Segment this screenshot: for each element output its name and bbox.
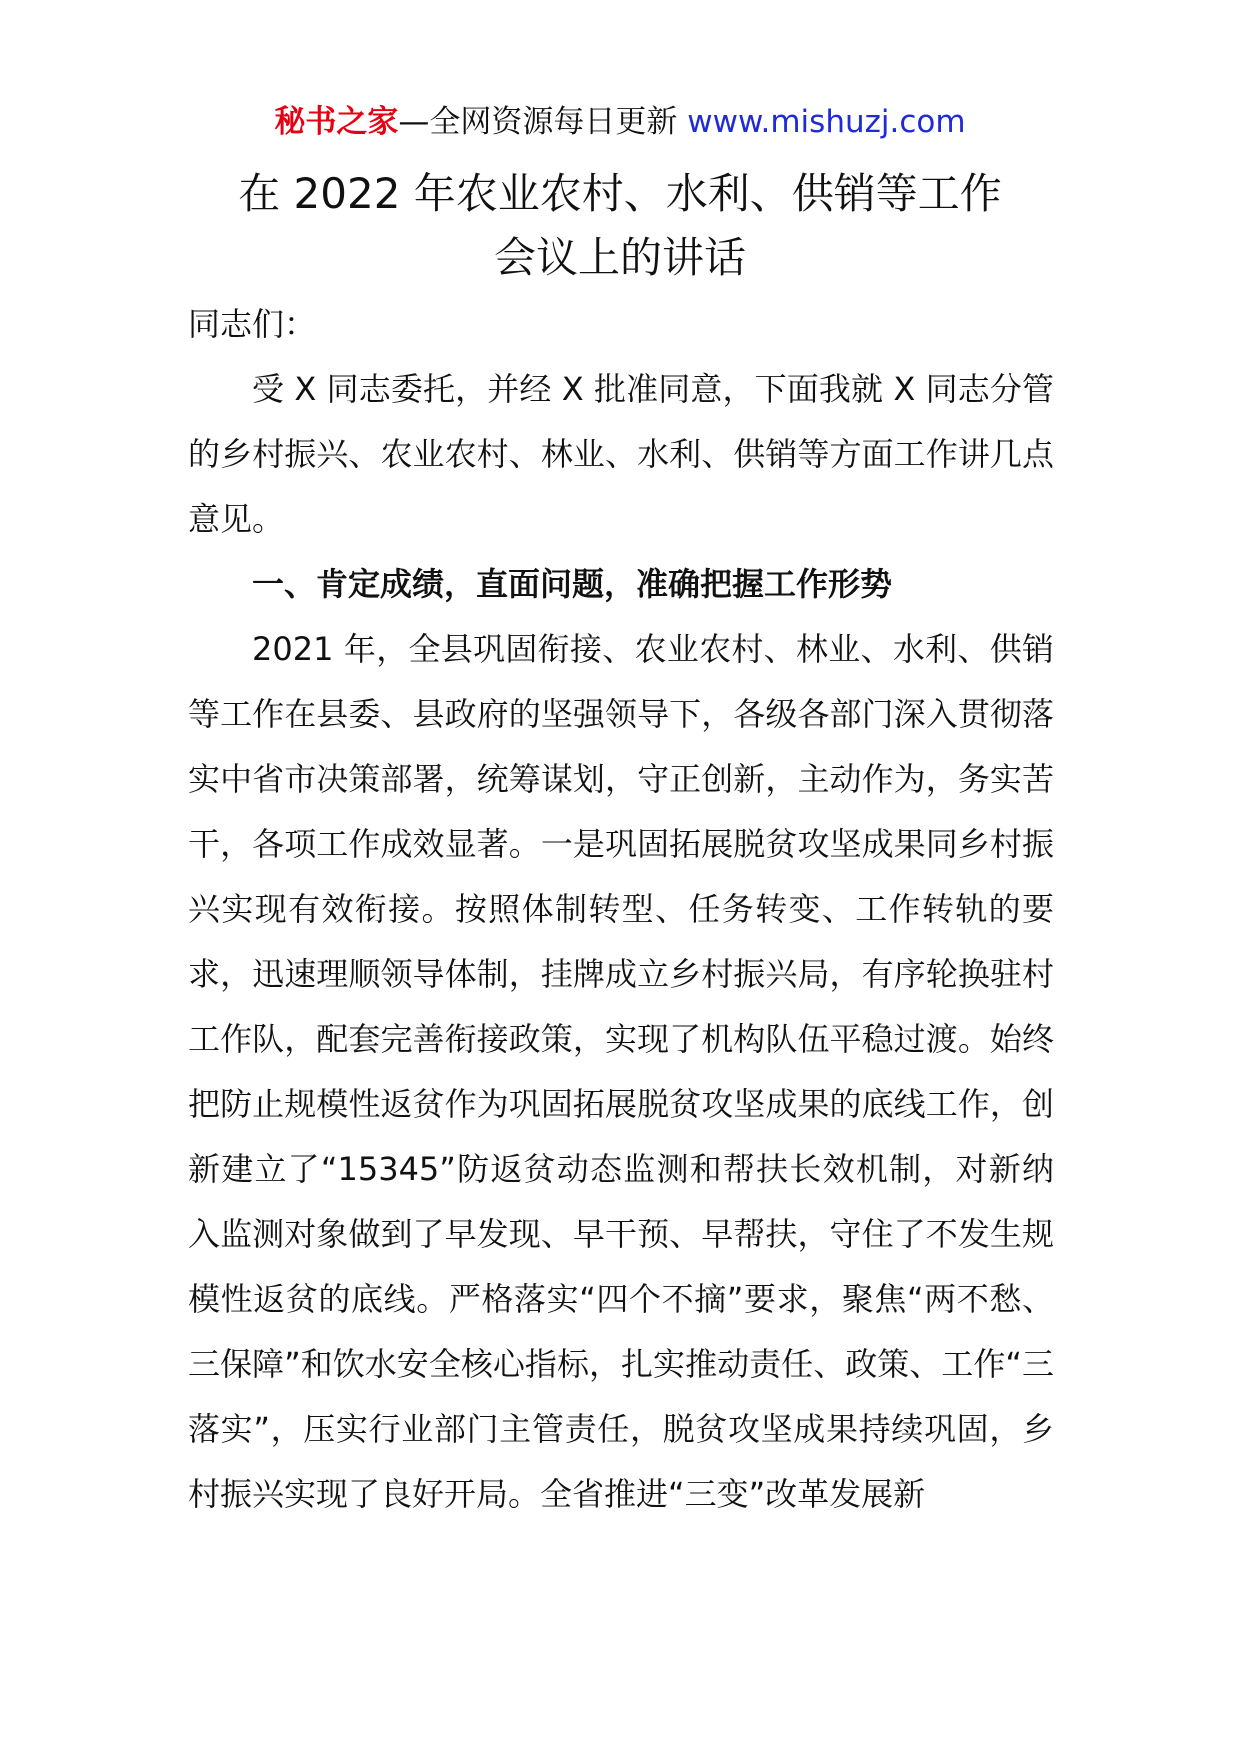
document-title — [0, 162, 1240, 290]
intro-paragraph: 受 X 同志委托，并经 X 批准同意，下面我就 X 同志分管的乡村振兴、农业农村、林业、水利、供销等方面工作讲几点意见。 — [188, 370, 1054, 538]
site-header — [0, 100, 1240, 144]
brand-name: 秘书之家 — [274, 104, 399, 140]
section-heading: 一、肯定成绩，直面问题，准确把握工作形势 — [252, 565, 893, 603]
title-line-2: 会议上的讲话 — [493, 233, 746, 282]
salutation: 同志们： — [188, 305, 317, 343]
site-url-link[interactable]: www.mishuzj.com — [687, 104, 966, 140]
title-line-1: 在 2022 年农业农村、水利、供销等工作 — [238, 169, 1002, 218]
document-body — [188, 292, 1054, 1527]
body-paragraph: 2021 年，全县巩固衔接、农业农村、林业、水利、供销等工作在县委、县政府的坚强领导下，各级各部门深入贯彻落实中省市决策部署，统筹谋划，守正创新，主动作为，务实苦干，各项工作成效显著。一是巩固拓展脱贫攻坚成果同乡村振兴实现有效衔接。按照体制转型、任务转变、工作转轨的要求，迅速理顺领导体制，挂牌成立乡村振兴局，有序轮换驻村工作队，配套完善衔接政策，实现了机构队伍平稳过渡。始终把防止规模性返贫作为巩固拓展脱贫攻坚成果的底线工作，创新建立了“15345”防返贫动态监测和帮扶长效机制，对新纳入监测对象做到了早发现、早干预、早帮扶，守住了不发生规模性返贫的底线。严格落实“四个不摘”要求，聚焦“两不愁、三保障”和饮水安全核心指标，扎实推动责任、政策、工作“三落实”，压实行业部门主管责任，脱贫攻坚成果持续巩固，乡村振兴实现了良好开局。全省推进“三变”改革发展新 — [188, 630, 1054, 1513]
header-tagline: —全网资源每日更新 — [398, 104, 678, 140]
